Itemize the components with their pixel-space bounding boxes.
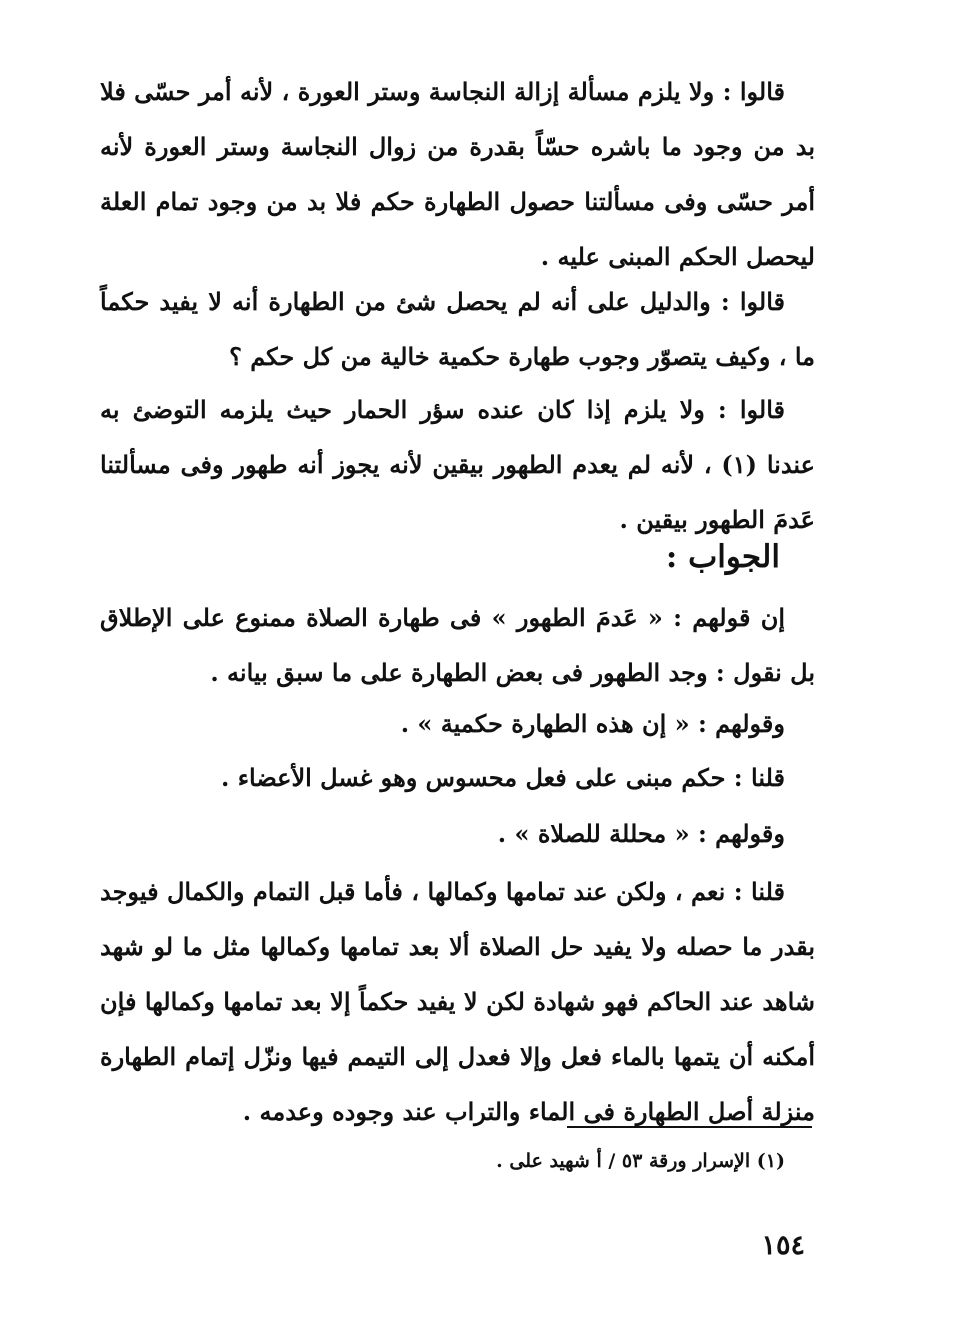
paragraph-7-text: وقولهم : « محللة للصلاة » . bbox=[497, 819, 785, 848]
page-number: ١٥٤ bbox=[761, 1230, 805, 1261]
paragraph-2 bbox=[100, 274, 815, 384]
footnote-divider bbox=[567, 1126, 812, 1128]
paragraph-8-text: قلنا : نعم ، ولكن عند تمامها وكمالها ، فأما قبل التمام والكمال فيوجد بقدر ما حصله ولا يفيد حل الصلاة ألا بعد تمامها وكمالها مثل ما لو شهد شاهد عند الحاكم فهو شهادة لكن لا يفيد حكماً إلا بعد تمامها وكمالها فإن أمكنه أن يتمها بالماء فعل وإلا فعدل إلى التيمم فيها ونزّل إتمام الطهارة منزلة أصل الطهارة فى الماء والتراب عند وجوده وعدمه . bbox=[100, 877, 815, 1126]
paragraph-4-text: إن قولهم : « عَدمَ الطهور » فى طهارة الصلاة ممنوع على الإطلاق بل نقول : وجد الطهور فى بعض الطهارة على ما سبق بيانه . bbox=[100, 603, 815, 687]
paragraph-7 bbox=[100, 806, 815, 861]
paragraph-2-text: قالوا : والدليل على أنه لم يحصل شئ من الطهارة أنه لا يفيد حكماً ما ، وكيف يتصوّر وجوب طهارة حكمية خالية من كل حكم ؟ bbox=[100, 287, 815, 371]
paragraph-5-text: وقولهم : « إن هذه الطهارة حكمية » . bbox=[400, 709, 785, 738]
paragraph-6 bbox=[100, 750, 815, 805]
paragraph-1 bbox=[100, 64, 815, 284]
paragraph-3 bbox=[100, 382, 815, 547]
paragraph-6-text: قلنا : حكم مبنى على فعل محسوس وهو غسل الأعضاء . bbox=[221, 763, 785, 792]
paragraph-1-text: قالوا : ولا يلزم مسألة إزالة النجاسة وستر العورة ، لأنه أمر حسّى فلا بد من وجود ما باشره حسّاً بقدرة من زوال النجاسة وستر العورة لأنه أمر حسّى وفى مسألتنا حصول الطهارة حكم فلا بد من وجود تمام العلة ليحصل الحكم المبنى عليه . bbox=[100, 77, 815, 271]
paragraph-4 bbox=[100, 590, 815, 700]
section-heading: الجواب : bbox=[665, 539, 780, 575]
paragraph-8 bbox=[100, 864, 815, 1139]
paragraph-3-text: قالوا : ولا يلزم إذا كان عنده سؤر الحمار حيث يلزمه التوضئ به عندنا (١) ، لأنه لم يعدم الطهور بيقين لأنه يجوز أنه طهور وفى مسألتنا عَدمَ الطهور بيقين . bbox=[100, 395, 815, 534]
footnote: (١) الإسرار ورقة ٥٣ / أ شهيد على . bbox=[496, 1150, 785, 1172]
paragraph-5 bbox=[100, 696, 815, 751]
